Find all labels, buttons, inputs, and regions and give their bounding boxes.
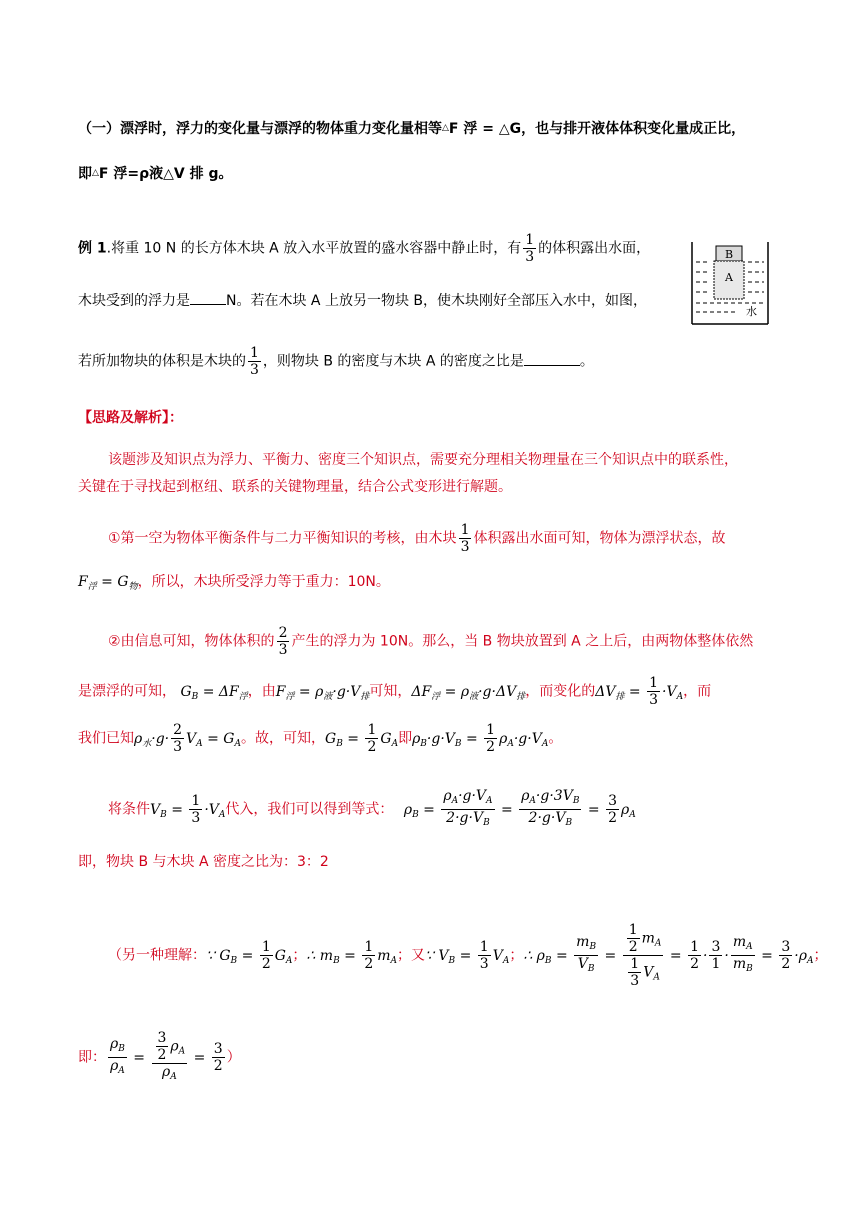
paragraph-text: ；又 bbox=[397, 947, 426, 964]
paragraph-text: 关键在于寻找起到枢纽、联系的关键物理量，结合公式变形进行解题。 bbox=[78, 479, 512, 495]
paragraph-text: ，所以，木块所受浮力等于重力：10N。 bbox=[137, 574, 390, 590]
formula-vb: $V_B$ = $\frac{1}{3}$ $\cdot V_A$ bbox=[150, 793, 226, 826]
solution-p1b bbox=[78, 477, 512, 497]
solution-p3 bbox=[108, 625, 753, 658]
formula-alt-rho: ∴ $\rho_B$ = $\frac{m_B}{V_B}$ = $\frac{1}{2}$ $m_A$ $\frac{1}{3}$ $V_A$ = $\frac{1}{2}$ · $\frac{3}{1}$ · $\frac{m_A}{m_B}$ = $\frac{3}{2}$ $\cdot\rho_A$ bbox=[523, 922, 814, 989]
paragraph-text: ②由信息可知，物体体积的 bbox=[108, 633, 275, 650]
fraction-one-third: $\frac{1}{3}$ bbox=[460, 522, 470, 555]
example-text: ，则物块 B 的密度与木块 A 的密度之比是 bbox=[262, 353, 524, 370]
solution-title: 【思路及解析】： bbox=[78, 410, 183, 426]
solution-p1 bbox=[108, 450, 738, 470]
label-b: B bbox=[724, 248, 734, 261]
example-label: 例 1 bbox=[78, 240, 107, 257]
paragraph-text: ①第一空为物体平衡条件与二力平衡知识的考核，由木块 bbox=[108, 530, 457, 547]
example-text: 。 bbox=[579, 353, 594, 370]
formula-archimedes: $F_浮 = \rho_液\cdot g\cdot V_排$ bbox=[275, 683, 370, 702]
paragraph-text: 可知， bbox=[369, 683, 412, 700]
paragraph-text: 将条件 bbox=[108, 801, 150, 818]
paragraph-text: ，而变化的 bbox=[525, 683, 596, 700]
formula-alt-mb: ∴ $m_B$ = $\frac{1}{2}$ $m_A$ bbox=[306, 939, 398, 972]
formula-alt-vb: ∵ $V_B$ = $\frac{1}{3}$ $V_A$ bbox=[425, 939, 510, 972]
solution-p7 bbox=[78, 1030, 241, 1085]
paragraph-text: 是漂浮的可知， bbox=[78, 683, 176, 700]
formula-final-ratio: $\frac{\rho_B}{\rho_A}$ = $\frac{3}{2}$ $\rho_A$ $\rho_A$ = $\frac{3}{2}$ bbox=[110, 1030, 223, 1082]
formula-alt-gb: ∵ $G_B$ = $\frac{1}{2}$ $G_A$ bbox=[206, 939, 293, 972]
solution-p2 bbox=[108, 522, 725, 555]
paragraph-text: 代入，我们可以得到等式： bbox=[225, 801, 394, 818]
solution-p2-line2 bbox=[78, 572, 390, 597]
example-text: N。若在木块 A 上放另一物块 B，使木块刚好全部压入水中，如图， bbox=[226, 293, 648, 309]
paragraph-text: 。 bbox=[548, 730, 563, 747]
solution-p3-line3 bbox=[78, 722, 562, 755]
paragraph-text: 我们已知 bbox=[78, 730, 134, 747]
paragraph-text: ，由 bbox=[247, 683, 276, 700]
heading-text: （一）漂浮时，浮力的变化量与漂浮的物体重力变化量相等 bbox=[78, 121, 442, 137]
example-text: 的体积露出水面， bbox=[538, 240, 651, 257]
solution-p4 bbox=[108, 788, 636, 831]
heading-line-1 bbox=[78, 118, 745, 139]
example-text: 木块受到的浮力是 bbox=[78, 293, 190, 309]
heading-formula: F 浮=ρ液△V 排 g。 bbox=[98, 166, 233, 182]
paragraph-text: ） bbox=[226, 1049, 241, 1066]
paragraph-text: 即，物块 B 与木块 A 密度之比为：3：2 bbox=[78, 854, 329, 870]
solution-p5 bbox=[78, 852, 329, 872]
example-text: 若所加物块的体积是木块的 bbox=[78, 353, 246, 370]
fraction-one-third: $\frac{1}{3}$ bbox=[525, 232, 535, 265]
answer-blank-2[interactable] bbox=[524, 351, 580, 366]
paragraph-text: 该题涉及知识点为浮力、平衡力、密度三个知识点，需要充分理相关物理量在三个知识点中的联系性， bbox=[108, 452, 738, 468]
solution-p3-line2 bbox=[78, 675, 711, 708]
formula-delta-f: $\Delta F_浮 = \rho_液\cdot g\cdot\Delta V_排$ bbox=[411, 683, 526, 702]
heading-prefix: 即 bbox=[78, 166, 92, 182]
example-line-3 bbox=[78, 345, 594, 378]
label-water: 水 bbox=[746, 305, 757, 318]
formula-density-half: $\rho_B\cdot g\cdot V_B$ = $\frac{1}{2}$ $\rho_A\cdot g\cdot V_A$ bbox=[412, 722, 549, 755]
paragraph-text: （另一种理解： bbox=[108, 947, 206, 964]
formula-delta-v: $\Delta V_排$ = $\frac{1}{3}$ $\cdot V_A$ bbox=[595, 675, 684, 708]
fraction-two-thirds: $\frac{2}{3}$ bbox=[278, 625, 288, 658]
solution-p6: （另一种理解：∵ $G_B$ = $\frac{1}{2}$ $G_A$；∴ $m_B$ = $\frac{1}{2}$ $m_A$；又∵ $V_B$ = $\frac{1}{3}$ $V_A$；∴ $\rho_B$ = $\frac{m_B}{V_B}$ = $\frac{1}{2}$ $m_A$ $\frac{1}{3}$ $V_A$ = $\frac{1}{2}$ · $\frac{3}{1}$ · $\frac{m_A}{m_B}$ = $\frac{3}{2}$ $\cdot\rho_A$； bbox=[108, 922, 828, 989]
container-diagram bbox=[690, 240, 770, 325]
fraction-one-third: $\frac{1}{3}$ bbox=[250, 345, 259, 378]
heading-line-2 bbox=[78, 163, 232, 184]
paragraph-text: 即 bbox=[398, 730, 413, 747]
paragraph-text: 体积露出水面可知，物体为漂浮状态，故 bbox=[473, 530, 726, 547]
label-a: A bbox=[725, 271, 733, 284]
example-line-1 bbox=[78, 232, 650, 265]
formula-result-chain: $\rho_B$ = $\frac{\rho_A\cdot g\cdot V_A}{2\cdot g\cdot V_B}$ = $\frac{\rho_A\cdot g\cdot 3V_B}{2\cdot g\cdot V_B}$ = $\frac{3}{2}$ $\rho_A$ bbox=[403, 788, 636, 828]
formula-gb: $G_B = \Delta F_浮$ bbox=[180, 683, 248, 702]
delta-symbol: △ bbox=[442, 123, 449, 133]
delta-symbol: △ bbox=[92, 168, 99, 178]
answer-blank-1[interactable] bbox=[190, 290, 226, 305]
paragraph-text: ，而 bbox=[683, 683, 712, 700]
paragraph-text: 。故，可知， bbox=[241, 730, 325, 747]
example-line-2 bbox=[78, 290, 647, 311]
paragraph-text: 即： bbox=[78, 1049, 106, 1066]
formula-known: $\rho_水\cdot g\cdot$ $\frac{2}{3}$ $V_A = G_A$ bbox=[134, 722, 241, 755]
example-text: .将重 10 N 的长方体木块 A 放入水平放置的盛水容器中静止时，有 bbox=[106, 240, 522, 257]
heading-eq: F 浮 = △G，也与排开液体体积变化量成正比， bbox=[448, 121, 746, 137]
paragraph-text: 产生的浮力为 10N。那么，当 B 物块放置到 A 之上后，由两物体整体依然 bbox=[291, 633, 754, 650]
formula-gb-half: $G_B$ = $\frac{1}{2}$ $G_A$ bbox=[325, 722, 399, 755]
formula-float-equals-gravity: $F_浮 = G_物$ bbox=[78, 574, 138, 592]
